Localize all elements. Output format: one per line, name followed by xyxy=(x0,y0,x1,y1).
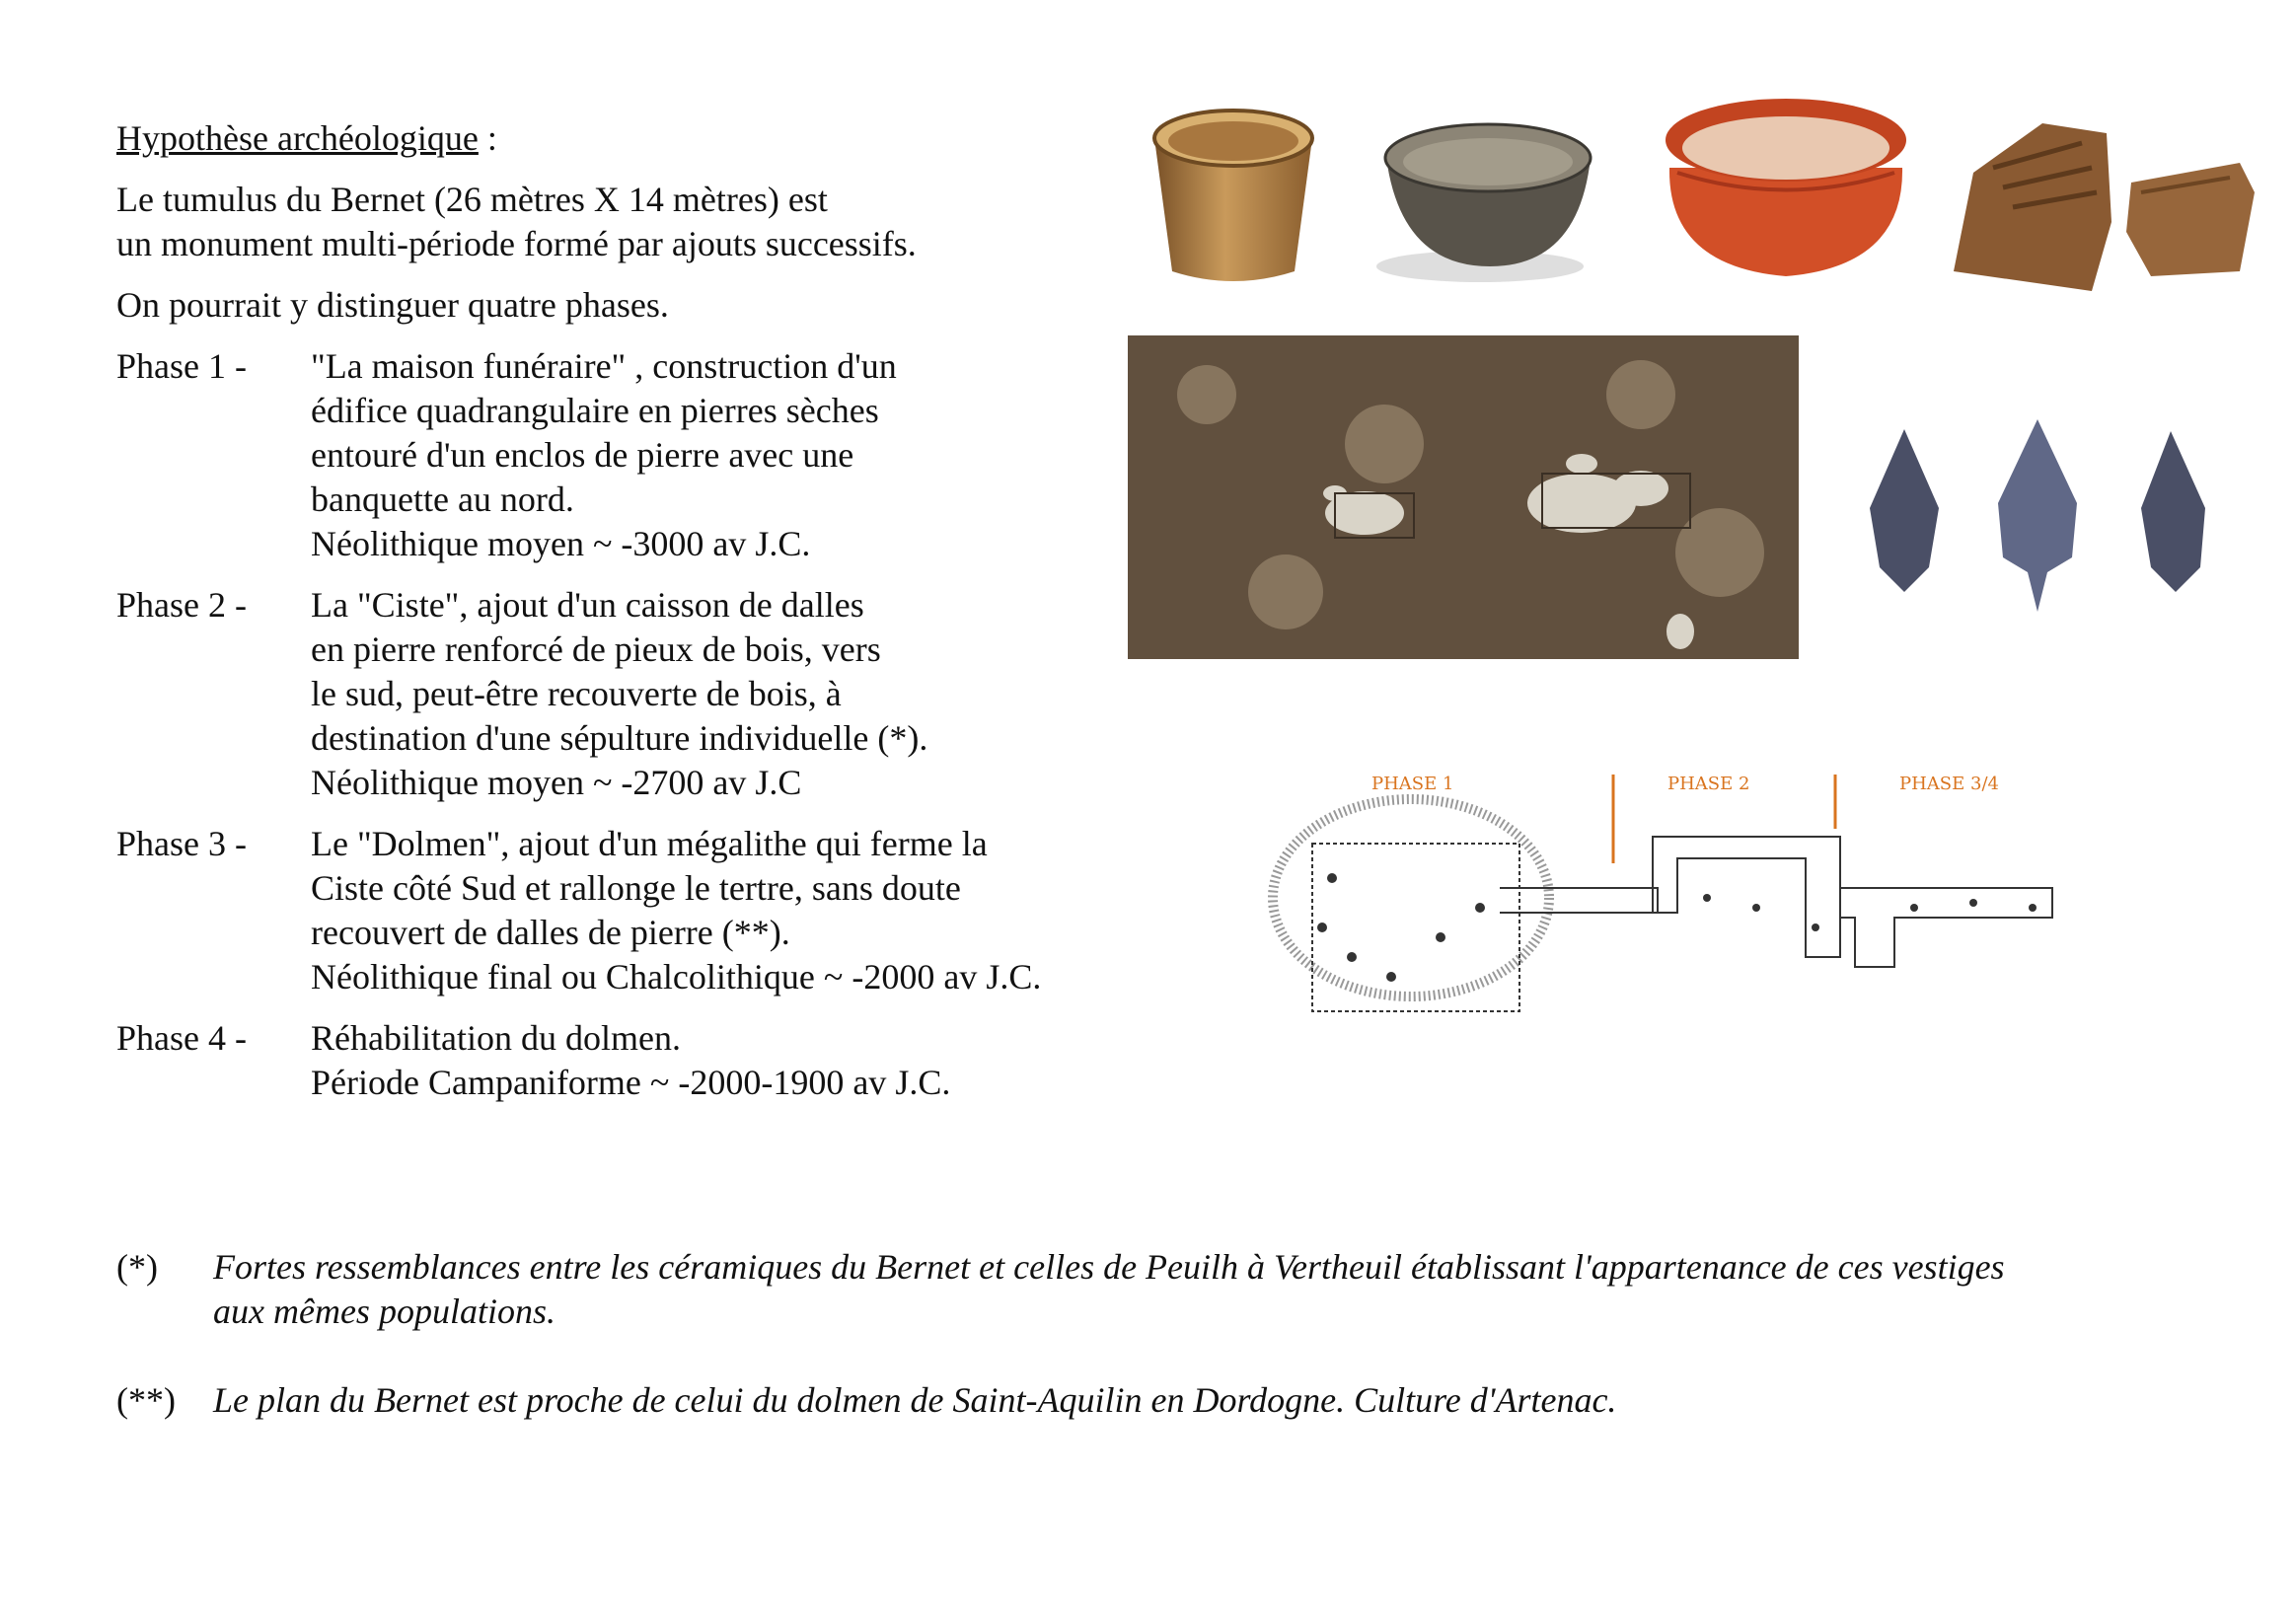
excavation-photo xyxy=(1128,335,1799,659)
phase-line: entouré d'un enclos de pierre avec une xyxy=(311,435,854,475)
phase-line: édifice quadrangulaire en pierres sèches xyxy=(311,391,879,430)
intro-paragraph xyxy=(116,178,1133,266)
pottery-red-bowl-image xyxy=(1658,79,1914,296)
phases-intro: On pourrait y distinguer quatre phases. xyxy=(116,285,669,325)
phase-label: Phase 1 - xyxy=(116,346,247,386)
phase-body xyxy=(311,822,1041,999)
phase-label: Phase 2 - xyxy=(116,585,247,625)
footnote-1 xyxy=(116,1245,2188,1334)
footnote-line: Le plan du Bernet est proche de celui du dolmen de Saint-Aquilin en Dordogne. Culture d'Artenac. xyxy=(213,1380,1617,1420)
phase-line: Réhabilitation du dolmen. xyxy=(311,1018,681,1058)
pottery-bowl-gray-image xyxy=(1371,118,1608,286)
pottery-sherd-image xyxy=(1934,113,2121,296)
phase-line: Néolithique moyen ~ -3000 av J.C. xyxy=(311,524,811,563)
phase-body xyxy=(311,1016,950,1105)
heading-text: Hypothèse archéologique xyxy=(116,118,479,158)
arrowheads-image xyxy=(1855,419,2220,617)
heading-colon: : xyxy=(478,118,497,158)
footnotes xyxy=(116,1245,2188,1423)
phase-body xyxy=(311,344,897,566)
site-plan-drawing xyxy=(1263,760,2121,1026)
phase-line: Ciste côté Sud et rallonge le tertre, sans doute xyxy=(311,868,961,908)
phase-line: en pierre renforcé de pieux de bois, vers xyxy=(311,629,881,669)
plan-label-phase34: PHASE 3/4 xyxy=(1899,774,1999,794)
phase-line: banquette au nord. xyxy=(311,480,574,519)
heading xyxy=(116,116,1133,161)
phase-1 xyxy=(116,344,1133,566)
pottery-fragment-image xyxy=(2121,153,2259,281)
footnote-line: aux mêmes populations. xyxy=(213,1292,555,1331)
phase-line: Le "Dolmen", ajout d'un mégalithe qui ferme la xyxy=(311,824,988,863)
pottery-cup-image xyxy=(1145,104,1322,291)
phase-line: Période Campaniforme ~ -2000-1900 av J.C. xyxy=(311,1063,951,1102)
footnote-2 xyxy=(116,1378,2188,1423)
phase-2 xyxy=(116,583,1133,805)
phase-line: Néolithique final ou Chalcolithique ~ -2000 av J.C. xyxy=(311,957,1042,997)
main-text xyxy=(116,116,1133,1105)
phase-body xyxy=(311,583,927,805)
intro-line: Le tumulus du Bernet (26 mètres X 14 mètres) est xyxy=(116,180,828,219)
phase-line: Néolithique moyen ~ -2700 av J.C xyxy=(311,763,802,802)
phase-3 xyxy=(116,822,1133,999)
phase-line: destination d'une sépulture individuelle (*). xyxy=(311,718,928,758)
footnote-mark: (*) xyxy=(116,1247,158,1287)
phase-line: recouvert de dalles de pierre (**). xyxy=(311,913,790,952)
footnote-line: Fortes ressemblances entre les céramiques du Bernet et celles de Peuilh à Vertheuil établissant l'appartenance de ces vestiges xyxy=(213,1247,2005,1287)
footnote-text xyxy=(213,1378,1616,1423)
intro-line: un monument multi-période formé par ajouts successifs. xyxy=(116,224,917,263)
phase-line: "La maison funéraire" , construction d'un xyxy=(311,346,897,386)
phase-line: La "Ciste", ajout d'un caisson de dalles xyxy=(311,585,864,625)
phase-label: Phase 4 - xyxy=(116,1018,247,1058)
phase-label: Phase 3 - xyxy=(116,824,247,863)
phase-line: le sud, peut-être recouverte de bois, à xyxy=(311,674,842,713)
plan-label-phase2: PHASE 2 xyxy=(1667,774,1750,794)
footnote-mark: (**) xyxy=(116,1380,176,1420)
phase-4 xyxy=(116,1016,1133,1105)
plan-label-phase1: PHASE 1 xyxy=(1371,774,1454,794)
footnote-text xyxy=(213,1245,2005,1334)
